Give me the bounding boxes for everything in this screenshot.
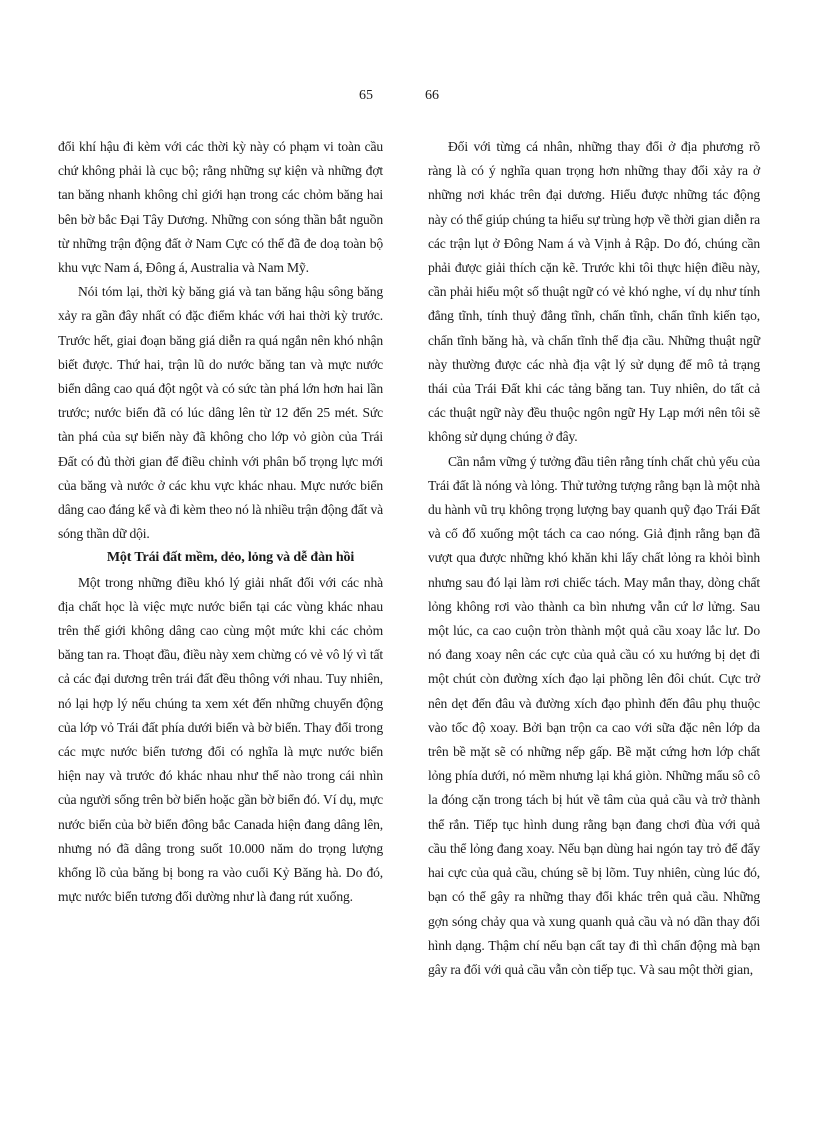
right-page-column — [428, 135, 760, 982]
section-heading: Một Trái đất mềm, dẻo, lỏng và dễ đàn hồi — [106, 550, 355, 566]
right-paragraph-1: Đối với từng cá nhân, những thay đổi ở địa phương rõ ràng là có ý nghĩa quan trọng hơn những thay đổi xảy ra ở những nơi khác trên đại dương. Hiểu được những tác động này có thể giúp chúng ta hiểu sự trùng hợp về thời gian diễn ra các trận lụt ở Đông Nam á và Vịnh ả Rập. Do đó, chúng cần phải được giải thích cặn kẽ. Trước khi tôi thực hiện điều này, cần phải hiểu một số thuật ngữ có vẻ khó nghe, ví dụ như tính đẳng tĩnh, tính thuỷ đẳng tĩnh, chấn tĩnh, chấn tĩnh kiến tạo, chấn tĩnh băng hà, và chấn tĩnh thể địa cầu. Những thuật ngữ này thường được các nhà địa vật lý sử dụng để mô tả trạng thái của Trái Đất khi các tảng băng tan. Tuy nhiên, do tất cả các thuật ngữ này đều thuộc ngôn ngữ Hy Lạp mới nên tôi sẽ không sử dụng chúng ở đây. — [428, 139, 760, 445]
left-paragraph-2: Nói tóm lại, thời kỳ băng giá và tan băng hậu sông băng xảy ra gần đây nhất có đặc điểm khác với hai thời kỳ trước. Trước hết, giai đoạn băng giá diễn ra quá ngắn nên khó nhận biết được. Thứ hai, trận lũ do nước băng tan và mực nước biển dâng cao quá đột ngột và có sức tàn phá lớn hơn hai lần trước; nước biển đã có lúc dâng lên từ 12 đến 25 mét. Sức tàn phá của sự biến này đã không cho lớp vỏ giòn của Trái Đất có đủ thời gian để điều chỉnh với phân bố trọng lực mới của băng và nước ở các khu vực khác nhau. Mực nước biển dâng cao đáng kể và đi kèm theo nó là nhiều trận động đất và sóng thần dữ dội. — [58, 284, 383, 542]
left-page-column — [58, 135, 383, 910]
page-number-right: 66 — [425, 88, 439, 103]
left-paragraph-1: đổi khí hậu đi kèm với các thời kỳ này có phạm vi toàn cầu chứ không phải là cục bộ; rằng những sự kiện và những đợt tan băng nhanh không chỉ giới hạn trong các chỏm băng hai bên bờ bắc Đại Tây Dương. Những con sóng thần bắt nguồn từ những trận động đất ở Nam Cực có thể đã đe doạ toàn bộ khu vực Nam á, Đông á, Australia và Nam Mỹ. — [58, 139, 383, 276]
left-paragraph-3: Một trong những điều khó lý giải nhất đối với các nhà địa chất học là việc mực nước biển tại các vùng khác nhau trên thế giới không dâng cao cùng một mức khi các chỏm băng tan ra. Thoạt đầu, điều này xem chừng có vẻ vô lý vì tất cả các đại dương trên trái đất đều thông với nhau. Tuy nhiên, nó lại hợp lý nếu chúng ta xem xét đến những chuyển động của lớp vỏ Trái đất phía dưới biển và bờ biển. Thay đổi trong các mực nước biển tương đối có nghĩa là mực nước biển hiện nay và trước đó khác nhau như thế nào trong cái nhìn của người sống trên bờ biển hoặc gần bờ biển đó. Ví dụ, mực nước biển của bờ biển đông bắc Canada hiện đang dâng lên, nhưng nó đã dâng trong suốt 10.000 năm do trọng lượng khổng lồ của băng bị bong ra vào cuối Kỷ Băng hà. Do đó, mực nước biển tương đối dường như là đang rút xuống. — [58, 574, 383, 905]
right-paragraph-2: Cần nắm vững ý tưởng đầu tiên rằng tính chất chủ yếu của Trái đất là nóng và lỏng. Thử tưởng tượng rằng bạn là một nhà du hành vũ trụ không trọng lượng bay quanh quỹ đạo Trái Đất và cố đổ xuống một tách ca cao nóng. Giả định rằng bạn đã vượt qua được những khó khăn khi lấy chất lỏng ra khỏi bình nhưng sau đó lại làm rơi chiếc tách. May mắn thay, dòng chất lỏng không rơi vào thành ca bìn nhưng vẫn cứ lơ lửng. Sau một lúc, ca cao cuộn tròn thành một quả cầu xoay lắc lư. Do nó đang xoay nên các cực của quả cầu có xu hướng bị dẹt đi một chút còn đường xích đạo lại phồng lên đôi chút. Cực trở nên dẹt đến đâu và đường xích đạo phình đến đâu phụ thuộc vào tốc độ xoay. Bởi bạn trộn ca cao với sữa đặc nên lớp da trên bề mặt sẽ có những nếp gấp. Bề mặt cứng hơn lớp chất lỏng phía dưới, nó mềm nhưng lại khá giòn. Những mẩu sô cô la đóng cặn trong tách bị hút về tâm của quả cầu và trở thành thể rắn. Tiếp tục hình dung rằng bạn đang chơi đùa với quả cầu thể lỏng đang xoay. Nếu bạn dùng hai ngón tay trỏ để đẩy hai cực của quả cầu, chúng sẽ bị lõm. Tuy nhiên, cùng lúc đó, bạn có thể gây ra những thay đổi khác trên quả cầu. Những gợn sóng chảy qua và xung quanh quả cầu và nó dần thay đổi hình dạng. Thậm chí nếu bạn cất tay đi thì chấn động mà bạn gây ra đối với quả cầu vẫn còn tiếp tục. Và sau một thời gian, — [428, 453, 760, 977]
page-number-left: 65 — [359, 88, 373, 103]
